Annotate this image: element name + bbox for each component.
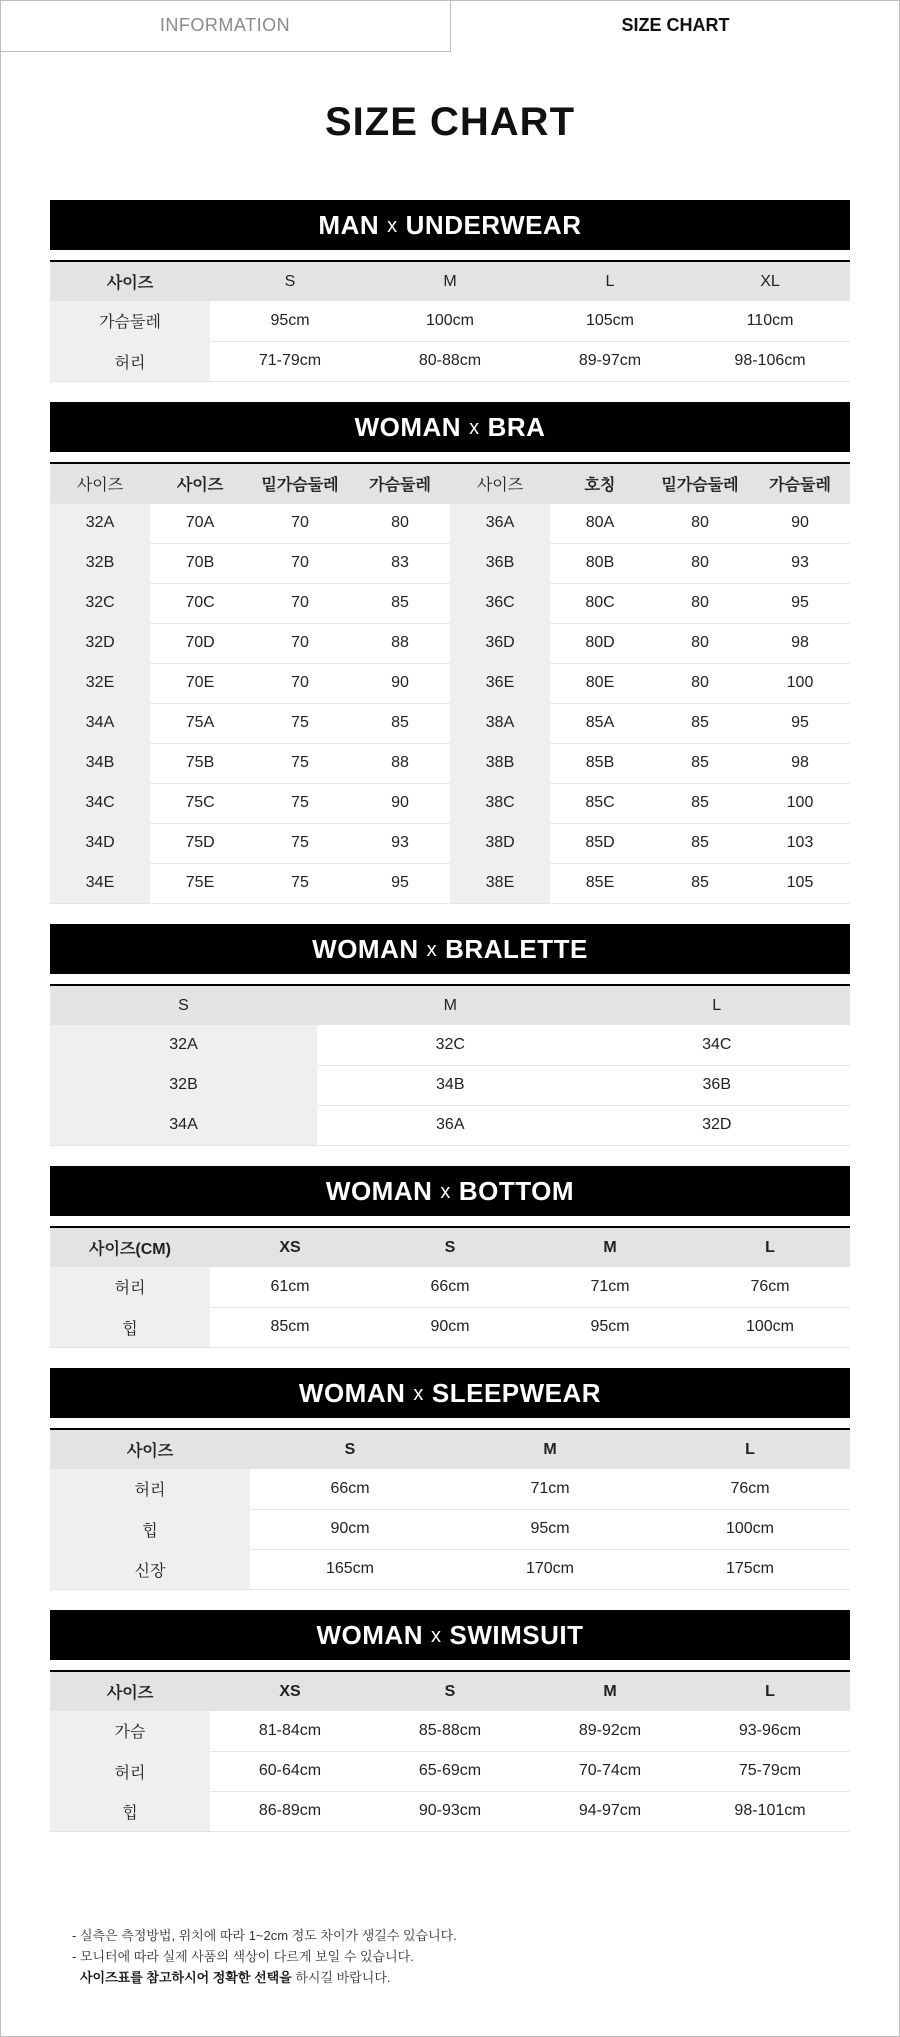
table-cell: 90 [750, 503, 850, 543]
table-cell: 90 [350, 783, 450, 823]
table-header-cell: L [584, 985, 851, 1025]
table-cell: 76cm [690, 1267, 850, 1307]
table-cell: 66cm [250, 1469, 450, 1509]
table-cell: 93 [350, 823, 450, 863]
table-cell: 90cm [250, 1509, 450, 1549]
table-header-cell: S [210, 261, 370, 301]
table-cell: 60-64cm [210, 1751, 370, 1791]
tab-bar [0, 0, 900, 52]
tab-information[interactable]: INFORMATION [0, 0, 451, 52]
table-cell: 80D [550, 623, 650, 663]
row-label: 허리 [50, 1469, 250, 1509]
row-label: 32E [50, 663, 150, 703]
table-cell: 70A [150, 503, 250, 543]
table-cell: 70C [150, 583, 250, 623]
row-label: 38E [450, 863, 550, 903]
row-label: 32C [50, 583, 150, 623]
table-cell: 75A [150, 703, 250, 743]
note-line [72, 1967, 457, 1988]
table-header-cell: XL [690, 261, 850, 301]
row-label: 38A [450, 703, 550, 743]
table-header-cell: S [50, 985, 317, 1025]
table-cell: 70B [150, 543, 250, 583]
row-label: 34E [50, 863, 150, 903]
table-cell: 70 [250, 663, 350, 703]
table-cell: 100 [750, 663, 850, 703]
table-cell: 75B [150, 743, 250, 783]
table-row [50, 1307, 850, 1347]
table-row [50, 1751, 850, 1791]
table-cell: 75 [250, 783, 350, 823]
row-label: 허리 [50, 1267, 210, 1307]
note-emphasis: 사이즈표를 참고하시어 정확한 선택을 [80, 1970, 292, 1985]
table-header-cell: M [317, 985, 584, 1025]
table-cell: 32C [317, 1025, 584, 1065]
section-header-separator: x [426, 939, 438, 961]
row-label: 가슴 [50, 1711, 210, 1751]
table-cell: 70 [250, 623, 350, 663]
row-label: 32A [50, 1025, 317, 1065]
table-cell: 90cm [370, 1307, 530, 1347]
tab-size-chart[interactable]: SIZE CHART [621, 15, 730, 35]
table-row [50, 503, 850, 543]
table-cell: 66cm [370, 1267, 530, 1307]
size-notes [72, 1925, 457, 1988]
table-header-cell: L [690, 1671, 850, 1711]
section-header [50, 1610, 850, 1660]
section-header-left: WOMAN [312, 934, 419, 964]
table-cell: 89-97cm [530, 341, 690, 381]
section-header-left: MAN [318, 210, 380, 240]
section-header [50, 402, 850, 452]
table-header-cell: XS [210, 1227, 370, 1267]
table-cell: 88 [350, 743, 450, 783]
table-cell: 83 [350, 543, 450, 583]
table-cell: 85cm [210, 1307, 370, 1347]
row-label: 36D [450, 623, 550, 663]
row-label: 36A [450, 503, 550, 543]
table-header-cell: 호칭 [550, 463, 650, 503]
section-header-separator: x [440, 1181, 451, 1203]
row-label: 38D [450, 823, 550, 863]
row-label: 36C [450, 583, 550, 623]
table-header-row [50, 463, 850, 503]
table-cell: 100cm [370, 301, 530, 341]
size-table [50, 984, 850, 1146]
table-cell: 85 [650, 823, 750, 863]
table-cell: 80-88cm [370, 341, 530, 381]
row-label: 34D [50, 823, 150, 863]
row-label: 34A [50, 1105, 317, 1145]
row-label: 32B [50, 543, 150, 583]
table-row [50, 823, 850, 863]
table-cell: 80 [650, 503, 750, 543]
row-label: 38B [450, 743, 550, 783]
table-cell: 80A [550, 503, 650, 543]
row-label: 허리 [50, 1751, 210, 1791]
size-table [50, 260, 850, 382]
table-cell: 165cm [250, 1549, 450, 1589]
table-cell: 89-92cm [530, 1711, 690, 1751]
section-woman-bra [50, 402, 850, 904]
table-header-row [50, 985, 850, 1025]
table-cell: 70E [150, 663, 250, 703]
table-cell: 100cm [650, 1509, 850, 1549]
table-cell: 75 [250, 823, 350, 863]
table-cell: 98 [750, 623, 850, 663]
table-header-row [50, 1671, 850, 1711]
table-cell: 75 [250, 743, 350, 783]
table-header-cell: L [530, 261, 690, 301]
section-header-separator: x [413, 1383, 424, 1405]
table-header-cell: 사이즈 [50, 1671, 210, 1711]
table-cell: 98-101cm [690, 1791, 850, 1831]
size-table [50, 462, 850, 904]
table-cell: 75C [150, 783, 250, 823]
table-row [50, 703, 850, 743]
table-cell: 98 [750, 743, 850, 783]
table-cell: 85A [550, 703, 650, 743]
table-header-cell: 사이즈 [50, 261, 210, 301]
table-row [50, 583, 850, 623]
table-cell: 85D [550, 823, 650, 863]
table-row [50, 623, 850, 663]
row-label: 34B [50, 743, 150, 783]
row-label: 34C [50, 783, 150, 823]
table-cell: 95cm [210, 301, 370, 341]
table-cell: 75D [150, 823, 250, 863]
table-cell: 71cm [530, 1267, 690, 1307]
section-header-left: WOMAN [354, 412, 462, 442]
table-cell: 85 [650, 703, 750, 743]
table-header-cell: 가슴둘레 [750, 463, 850, 503]
note-line: - 모니터에 따라 실제 사품의 색상이 다르게 보일 수 있습니다. [72, 1949, 414, 1964]
section-header-left: WOMAN [298, 1378, 406, 1408]
table-cell: 70 [250, 503, 350, 543]
table-cell: 61cm [210, 1267, 370, 1307]
table-cell: 110cm [690, 301, 850, 341]
table-cell: 71-79cm [210, 341, 370, 381]
table-cell: 70 [250, 583, 350, 623]
table-cell: 95cm [530, 1307, 690, 1347]
row-label: 36E [450, 663, 550, 703]
section-woman-bralette [50, 924, 850, 1146]
table-cell: 94-97cm [530, 1791, 690, 1831]
table-cell: 34C [584, 1025, 851, 1065]
table-cell: 70 [250, 543, 350, 583]
size-table [50, 1428, 850, 1590]
row-label: 32B [50, 1065, 317, 1105]
table-cell: 76cm [650, 1469, 850, 1509]
section-header [50, 924, 850, 974]
table-header-cell: L [690, 1227, 850, 1267]
section-woman-swimsuit [50, 1610, 850, 1832]
table-cell: 81-84cm [210, 1711, 370, 1751]
table-cell: 95cm [450, 1509, 650, 1549]
table-cell: 95 [350, 863, 450, 903]
section-woman-sleepwear [50, 1368, 850, 1590]
table-cell: 95 [750, 703, 850, 743]
section-header-separator: x [387, 215, 398, 237]
table-cell: 175cm [650, 1549, 850, 1589]
page-title: SIZE CHART [325, 100, 575, 144]
table-cell: 80E [550, 663, 650, 703]
row-label: 32A [50, 503, 150, 543]
table-cell: 86-89cm [210, 1791, 370, 1831]
row-label: 38C [450, 783, 550, 823]
table-cell: 170cm [450, 1549, 650, 1589]
table-cell: 75-79cm [690, 1751, 850, 1791]
table-cell: 85C [550, 783, 650, 823]
table-cell: 70-74cm [530, 1751, 690, 1791]
table-header-cell: M [530, 1671, 690, 1711]
section-header-right: SWIMSUIT [449, 1620, 584, 1650]
table-cell: 36B [584, 1065, 851, 1105]
table-row [50, 1065, 850, 1105]
table-cell: 85 [650, 743, 750, 783]
note-line: - 실측은 측정방법, 위치에 따라 1~2cm 정도 차이가 생길수 있습니다. [72, 1928, 457, 1943]
table-row [50, 1025, 850, 1065]
table-row [50, 783, 850, 823]
table-cell: 103 [750, 823, 850, 863]
section-header [50, 200, 850, 250]
row-label: 신장 [50, 1549, 250, 1589]
table-cell: 34B [317, 1065, 584, 1105]
table-row [50, 1267, 850, 1307]
table-cell: 100 [750, 783, 850, 823]
table-header-cell: M [450, 1429, 650, 1469]
section-man-underwear [50, 200, 850, 382]
table-header-cell: 사이즈 [450, 463, 550, 503]
table-row [50, 1711, 850, 1751]
table-row [50, 1509, 850, 1549]
section-header [50, 1166, 850, 1216]
section-header [50, 1368, 850, 1418]
table-row [50, 1105, 850, 1145]
section-header-right: UNDERWEAR [405, 210, 582, 240]
table-cell: 80C [550, 583, 650, 623]
table-cell: 85-88cm [370, 1711, 530, 1751]
size-table [50, 1226, 850, 1348]
table-header-cell: S [250, 1429, 450, 1469]
table-header-cell: 밑가슴둘레 [250, 463, 350, 503]
table-row [50, 743, 850, 783]
table-cell: 65-69cm [370, 1751, 530, 1791]
section-header-right: BRALETTE [445, 934, 588, 964]
section-header-separator: x [430, 1625, 442, 1647]
size-table [50, 1670, 850, 1832]
table-row [50, 301, 850, 341]
row-label: 힙 [50, 1509, 250, 1549]
table-header-cell: 밑가슴둘레 [650, 463, 750, 503]
section-header-right: SLEEPWEAR [431, 1378, 602, 1408]
table-cell: 105 [750, 863, 850, 903]
table-header-cell: M [530, 1227, 690, 1267]
table-cell: 80 [650, 583, 750, 623]
row-label: 허리 [50, 341, 210, 381]
table-cell: 98-106cm [690, 341, 850, 381]
table-cell: 93-96cm [690, 1711, 850, 1751]
row-label: 가슴둘레 [50, 301, 210, 341]
table-header-cell: M [370, 261, 530, 301]
table-row [50, 1791, 850, 1831]
table-header-cell: 사이즈(CM) [50, 1227, 210, 1267]
table-row [50, 341, 850, 381]
table-cell: 80 [650, 663, 750, 703]
section-header-left: WOMAN [325, 1176, 433, 1206]
table-cell: 80B [550, 543, 650, 583]
table-row [50, 663, 850, 703]
table-cell: 85 [650, 783, 750, 823]
table-cell: 70D [150, 623, 250, 663]
section-header-right: BOTTOM [458, 1176, 575, 1206]
table-header-cell: 사이즈 [50, 463, 150, 503]
table-cell: 93 [750, 543, 850, 583]
table-header-cell: XS [210, 1671, 370, 1711]
table-cell: 85 [650, 863, 750, 903]
table-cell: 90 [350, 663, 450, 703]
table-cell: 36A [317, 1105, 584, 1145]
row-label: 34A [50, 703, 150, 743]
row-label: 32D [50, 623, 150, 663]
table-cell: 85E [550, 863, 650, 903]
table-cell: 80 [650, 623, 750, 663]
table-cell: 85 [350, 583, 450, 623]
table-cell: 80 [650, 543, 750, 583]
table-cell: 75E [150, 863, 250, 903]
table-cell: 90-93cm [370, 1791, 530, 1831]
table-header-row [50, 261, 850, 301]
table-cell: 88 [350, 623, 450, 663]
table-header-row [50, 1429, 850, 1469]
table-cell: 85B [550, 743, 650, 783]
table-cell: 95 [750, 583, 850, 623]
table-row [50, 1469, 850, 1509]
table-cell: 75 [250, 863, 350, 903]
table-header-cell: L [650, 1429, 850, 1469]
section-woman-bottom [50, 1166, 850, 1348]
section-header-separator: x [469, 417, 480, 439]
table-row [50, 543, 850, 583]
table-cell: 32D [584, 1105, 851, 1145]
table-cell: 71cm [450, 1469, 650, 1509]
table-cell: 85 [350, 703, 450, 743]
row-label: 힙 [50, 1791, 210, 1831]
table-cell: 100cm [690, 1307, 850, 1347]
table-header-cell: S [370, 1227, 530, 1267]
table-header-cell: 사이즈 [150, 463, 250, 503]
row-label: 36B [450, 543, 550, 583]
table-cell: 105cm [530, 301, 690, 341]
table-row [50, 1549, 850, 1589]
table-row [50, 863, 850, 903]
table-header-cell: 가슴둘레 [350, 463, 450, 503]
note-text: 하시길 바랍니다. [291, 1970, 391, 1985]
table-header-cell: 사이즈 [50, 1429, 250, 1469]
row-label: 힙 [50, 1307, 210, 1347]
section-header-right: BRA [487, 412, 546, 442]
table-header-row [50, 1227, 850, 1267]
table-cell: 80 [350, 503, 450, 543]
table-cell: 75 [250, 703, 350, 743]
section-header-left: WOMAN [316, 1620, 423, 1650]
table-header-cell: S [370, 1671, 530, 1711]
